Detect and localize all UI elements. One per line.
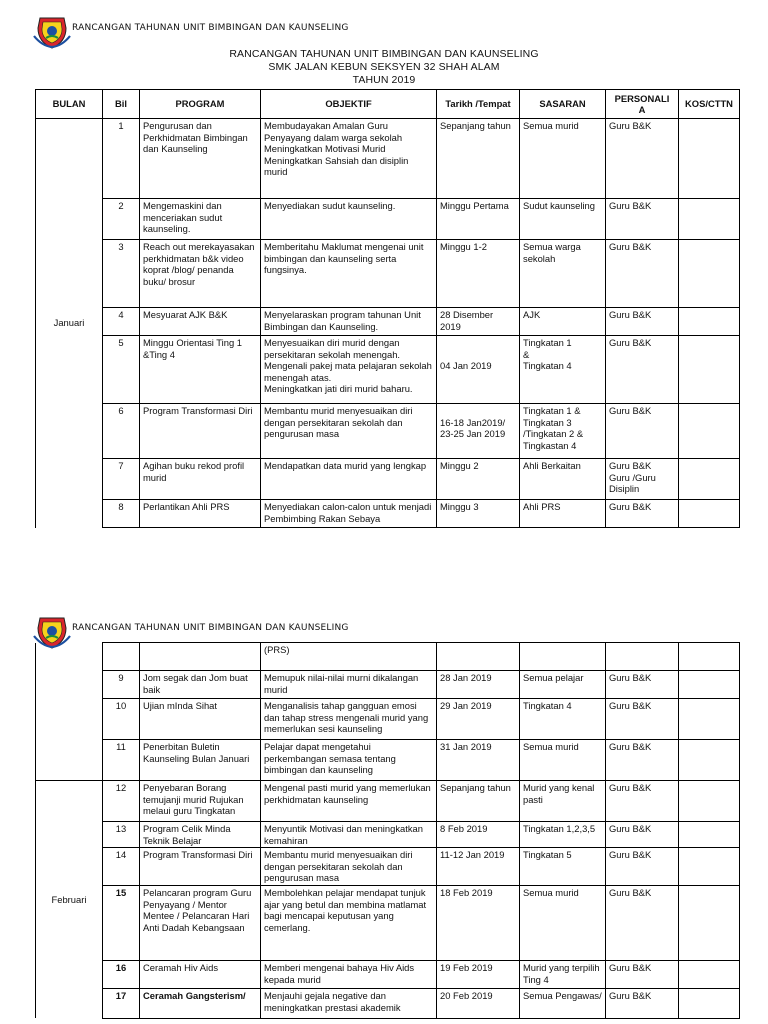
personalia-cell: Guru B&K xyxy=(606,336,679,404)
kos-cell xyxy=(679,199,740,240)
tarikh-cell: 28 Jan 2019 xyxy=(437,671,520,699)
program-table-page-2 xyxy=(35,642,740,1019)
bil-cell: 8 xyxy=(103,500,140,528)
program-cell: Ujian mInda Sihat xyxy=(140,699,261,740)
objektif-cell: Membudayakan Amalan Guru Penyayang dalam warga sekolah Meningkatkan Motivasi Murid Meningkatkan Sahsiah dan disiplin murid xyxy=(261,119,437,199)
program-cell: Ceramah Hiv Aids xyxy=(140,960,261,988)
bil-cell: 2 xyxy=(103,199,140,240)
objektif-cell: Memberi mengenai bahaya Hiv Aids kepada murid xyxy=(261,960,437,988)
col-header: OBJEKTIF xyxy=(261,90,437,119)
sasaran-cell xyxy=(520,643,606,671)
personalia-cell: Guru B&K xyxy=(606,885,679,960)
kos-cell xyxy=(679,885,740,960)
tarikh-cell: 11-12 Jan 2019 xyxy=(437,848,520,886)
kos-cell xyxy=(679,740,740,781)
col-header: PERSONALI A xyxy=(606,90,679,119)
objektif-cell: Mengenal pasti murid yang memerlukan perkhidmatan kaunseling xyxy=(261,781,437,822)
sasaran-cell: AJK xyxy=(520,308,606,336)
kos-cell xyxy=(679,781,740,822)
personalia-cell: Guru B&K xyxy=(606,822,679,848)
col-header: Tarikh /Tempat xyxy=(437,90,520,119)
bil-cell: 7 xyxy=(103,459,140,500)
table-row xyxy=(36,822,740,848)
bil-cell: 17 xyxy=(103,988,140,1018)
program-cell: Minggu Orientasi Ting 1 &Ting 4 xyxy=(140,336,261,404)
tarikh-cell: 31 Jan 2019 xyxy=(437,740,520,781)
program-cell: Program Transformasi Diri xyxy=(140,404,261,459)
month-cell xyxy=(36,643,103,671)
sasaran-cell: Semua murid xyxy=(520,885,606,960)
program-cell: Perlantikan Ahli PRS xyxy=(140,500,261,528)
program-cell: Mengemaskini dan menceriakan sudut kaunseling. xyxy=(140,199,261,240)
sasaran-cell: Ahli PRS xyxy=(520,500,606,528)
objektif-cell: Menyuntik Motivasi dan meningkatkan kemahiran xyxy=(261,822,437,848)
sasaran-cell: Semua murid xyxy=(520,740,606,781)
table-row xyxy=(36,671,740,699)
tarikh-cell: Minggu 2 xyxy=(437,459,520,500)
sasaran-cell: Tingkatan 1,2,3,5 xyxy=(520,822,606,848)
bil-cell: 5 xyxy=(103,336,140,404)
tarikh-cell xyxy=(437,643,520,671)
table-row xyxy=(36,308,740,336)
kos-cell xyxy=(679,988,740,1018)
col-header: Bil xyxy=(103,90,140,119)
table-row xyxy=(36,459,740,500)
personalia-cell: Guru B&K xyxy=(606,988,679,1018)
table-row xyxy=(36,848,740,886)
sasaran-cell: Semua warga sekolah xyxy=(520,240,606,308)
title-line-1: RANCANGAN TAHUNAN UNIT BIMBINGAN DAN KAUNSELING xyxy=(229,48,539,60)
program-cell: Reach out merekayasakan perkhidmatan b&k video koprat /blog/ penanda buku/ brosur xyxy=(140,240,261,308)
objektif-cell: Memberitahu Maklumat mengenai unit bimbingan dan kaunseling serta fungsinya. xyxy=(261,240,437,308)
bil-cell: 4 xyxy=(103,308,140,336)
table-row xyxy=(36,740,740,781)
personalia-cell: Guru B&K xyxy=(606,240,679,308)
tarikh-cell: 29 Jan 2019 xyxy=(437,699,520,740)
document-title xyxy=(0,48,768,87)
program-cell: Program Celik Minda Teknik Belajar xyxy=(140,822,261,848)
month-cell xyxy=(36,671,103,781)
tarikh-cell: 16-18 Jan2019/ 23-25 Jan 2019 xyxy=(437,404,520,459)
program-cell: Program Transformasi Diri xyxy=(140,848,261,886)
sasaran-cell: Tingkatan 5 xyxy=(520,848,606,886)
objektif-cell: Menyelaraskan program tahunan Unit Bimbingan dan Kaunseling. xyxy=(261,308,437,336)
kos-cell xyxy=(679,336,740,404)
personalia-cell: Guru B&K xyxy=(606,671,679,699)
sasaran-cell: Murid yang kenal pasti xyxy=(520,781,606,822)
page-header xyxy=(32,12,732,48)
bil-cell: 11 xyxy=(103,740,140,781)
sasaran-cell: Tingkatan 1 & Tingkatan 3 /Tingkatan 2 & Tingkastan 4 xyxy=(520,404,606,459)
kos-cell xyxy=(679,500,740,528)
sasaran-cell: Semua murid xyxy=(520,119,606,199)
month-label: Februari xyxy=(36,781,103,1019)
program-cell xyxy=(140,643,261,671)
table-row xyxy=(36,781,740,822)
objektif-cell: Memupuk nilai-nilai murni dikalangan murid xyxy=(261,671,437,699)
table-header-row xyxy=(36,90,740,119)
objektif-cell: Pelajar dapat mengetahui perkembangan semasa tentang bimbingan dan kaunseling xyxy=(261,740,437,781)
bil-cell: 6 xyxy=(103,404,140,459)
title-line-2: SMK JALAN KEBUN SEKSYEN 32 SHAH ALAM xyxy=(268,61,500,73)
sasaran-cell: Tingkatan 1 & Tingkatan 4 xyxy=(520,336,606,404)
bil-cell xyxy=(103,643,140,671)
program-cell: Agihan buku rekod profil murid xyxy=(140,459,261,500)
program-cell: Pengurusan dan Perkhidmatan Bimbingan dan Kaunseling xyxy=(140,119,261,199)
tarikh-cell: 8 Feb 2019 xyxy=(437,822,520,848)
col-header: BULAN xyxy=(36,90,103,119)
personalia-cell: Guru B&K xyxy=(606,960,679,988)
personalia-cell: Guru B&K xyxy=(606,404,679,459)
kos-cell xyxy=(679,404,740,459)
tarikh-cell: Sepanjang tahun xyxy=(437,119,520,199)
program-cell: Penerbitan Buletin Kaunseling Bulan Januari xyxy=(140,740,261,781)
bil-cell: 15 xyxy=(103,885,140,960)
table-row xyxy=(36,988,740,1018)
kos-cell xyxy=(679,308,740,336)
sasaran-cell: Tingkatan 4 xyxy=(520,699,606,740)
objektif-cell: Membantu murid menyesuaikan diri dengan persekitaran sekolah dan pengurusan masa xyxy=(261,404,437,459)
bil-cell: 10 xyxy=(103,699,140,740)
school-crest-icon xyxy=(32,12,72,52)
program-cell: Mesyuarat AJK B&K xyxy=(140,308,261,336)
program-table-page-1 xyxy=(35,89,740,528)
program-cell: Pelancaran program Guru Penyayang / Mentor Mentee / Pelancaran Hari Anti Dadah Kebangsaan xyxy=(140,885,261,960)
sasaran-cell: Ahli Berkaitan xyxy=(520,459,606,500)
sasaran-cell: Murid yang terpilih Ting 4 xyxy=(520,960,606,988)
sasaran-cell: Semua Pengawas/ xyxy=(520,988,606,1018)
table-row xyxy=(36,199,740,240)
personalia-cell: Guru B&K xyxy=(606,500,679,528)
tarikh-cell: Minggu 3 xyxy=(437,500,520,528)
kos-cell xyxy=(679,848,740,886)
sasaran-cell: Semua pelajar xyxy=(520,671,606,699)
tarikh-cell: Minggu 1-2 xyxy=(437,240,520,308)
objektif-cell: Membantu murid menyesuaikan diri dengan persekitaran sekolah dan pengurusan masa xyxy=(261,848,437,886)
col-header: KOS/CTTN xyxy=(679,90,740,119)
program-cell: Penyebaran Borang temujanji murid Rujukan melaui guru Tingkatan xyxy=(140,781,261,822)
kos-cell xyxy=(679,671,740,699)
sasaran-cell: Sudut kaunseling xyxy=(520,199,606,240)
month-label: Januari xyxy=(36,119,103,528)
personalia-cell: Guru B&K xyxy=(606,699,679,740)
bil-cell: 13 xyxy=(103,822,140,848)
col-header: PROGRAM xyxy=(140,90,261,119)
bil-cell: 14 xyxy=(103,848,140,886)
tarikh-cell: 04 Jan 2019 xyxy=(437,336,520,404)
bil-cell: 16 xyxy=(103,960,140,988)
header-text: RANCANGAN TAHUNAN UNIT BIMBINGAN DAN KAUNSELING xyxy=(72,623,349,633)
kos-cell xyxy=(679,240,740,308)
personalia-cell: Guru B&K xyxy=(606,781,679,822)
program-cell: Ceramah Gangsterism/ xyxy=(140,988,261,1018)
bil-cell: 9 xyxy=(103,671,140,699)
table-row xyxy=(36,699,740,740)
bil-cell: 1 xyxy=(103,119,140,199)
kos-cell xyxy=(679,643,740,671)
personalia-cell: Guru B&K xyxy=(606,308,679,336)
personalia-cell: Guru B&K xyxy=(606,119,679,199)
objektif-cell: Menyesuaikan diri murid dengan persekitaran sekolah menengah. Mengenali pakej mata pelajaran sekolah menengah atas. Meningkatkan jati diri murid baharu. xyxy=(261,336,437,404)
program-cell: Jom segak dan Jom buat baik xyxy=(140,671,261,699)
bil-cell: 12 xyxy=(103,781,140,822)
objektif-cell: Mendapatkan data murid yang lengkap xyxy=(261,459,437,500)
table-row xyxy=(36,885,740,960)
objektif-cell: Membolehkan pelajar mendapat tunjuk ajar yang betul dan membina matlamat bagi mencapai keputusan yang cemerlang. xyxy=(261,885,437,960)
tarikh-cell: 18 Feb 2019 xyxy=(437,885,520,960)
bil-cell: 3 xyxy=(103,240,140,308)
table-row xyxy=(36,336,740,404)
tarikh-cell: 28 Disember 2019 xyxy=(437,308,520,336)
col-header: SASARAN xyxy=(520,90,606,119)
personalia-cell: Guru B&K xyxy=(606,848,679,886)
objektif-cell: Menyediakan sudut kaunseling. xyxy=(261,199,437,240)
objektif-cell: Menganalisis tahap gangguan emosi dan tahap stress mengenali murid yang memerlukan sesi kaunseling xyxy=(261,699,437,740)
table-row xyxy=(36,119,740,199)
kos-cell xyxy=(679,960,740,988)
table-row xyxy=(36,240,740,308)
personalia-cell: Guru B&K xyxy=(606,199,679,240)
personalia-cell: Guru B&K xyxy=(606,740,679,781)
kos-cell xyxy=(679,699,740,740)
title-line-3: TAHUN 2019 xyxy=(352,74,416,86)
tarikh-cell: Minggu Pertama xyxy=(437,199,520,240)
objektif-cell: Menjauhi gejala negative dan meningkatkan prestasi akademik xyxy=(261,988,437,1018)
tarikh-cell: 19 Feb 2019 xyxy=(437,960,520,988)
tarikh-cell: Sepanjang tahun xyxy=(437,781,520,822)
kos-cell xyxy=(679,119,740,199)
kos-cell xyxy=(679,822,740,848)
kos-cell xyxy=(679,459,740,500)
header-text: RANCANGAN TAHUNAN UNIT BIMBINGAN DAN KAUNSELING xyxy=(72,23,349,33)
table-row xyxy=(36,960,740,988)
table-row-continuation xyxy=(36,643,740,671)
tarikh-cell: 20 Feb 2019 xyxy=(437,988,520,1018)
objektif-cell: (PRS) xyxy=(261,643,437,671)
table-row xyxy=(36,404,740,459)
personalia-cell: Guru B&K Guru /Guru Disiplin xyxy=(606,459,679,500)
personalia-cell xyxy=(606,643,679,671)
objektif-cell: Menyediakan calon-calon untuk menjadi Pembimbing Rakan Sebaya xyxy=(261,500,437,528)
table-row xyxy=(36,500,740,528)
